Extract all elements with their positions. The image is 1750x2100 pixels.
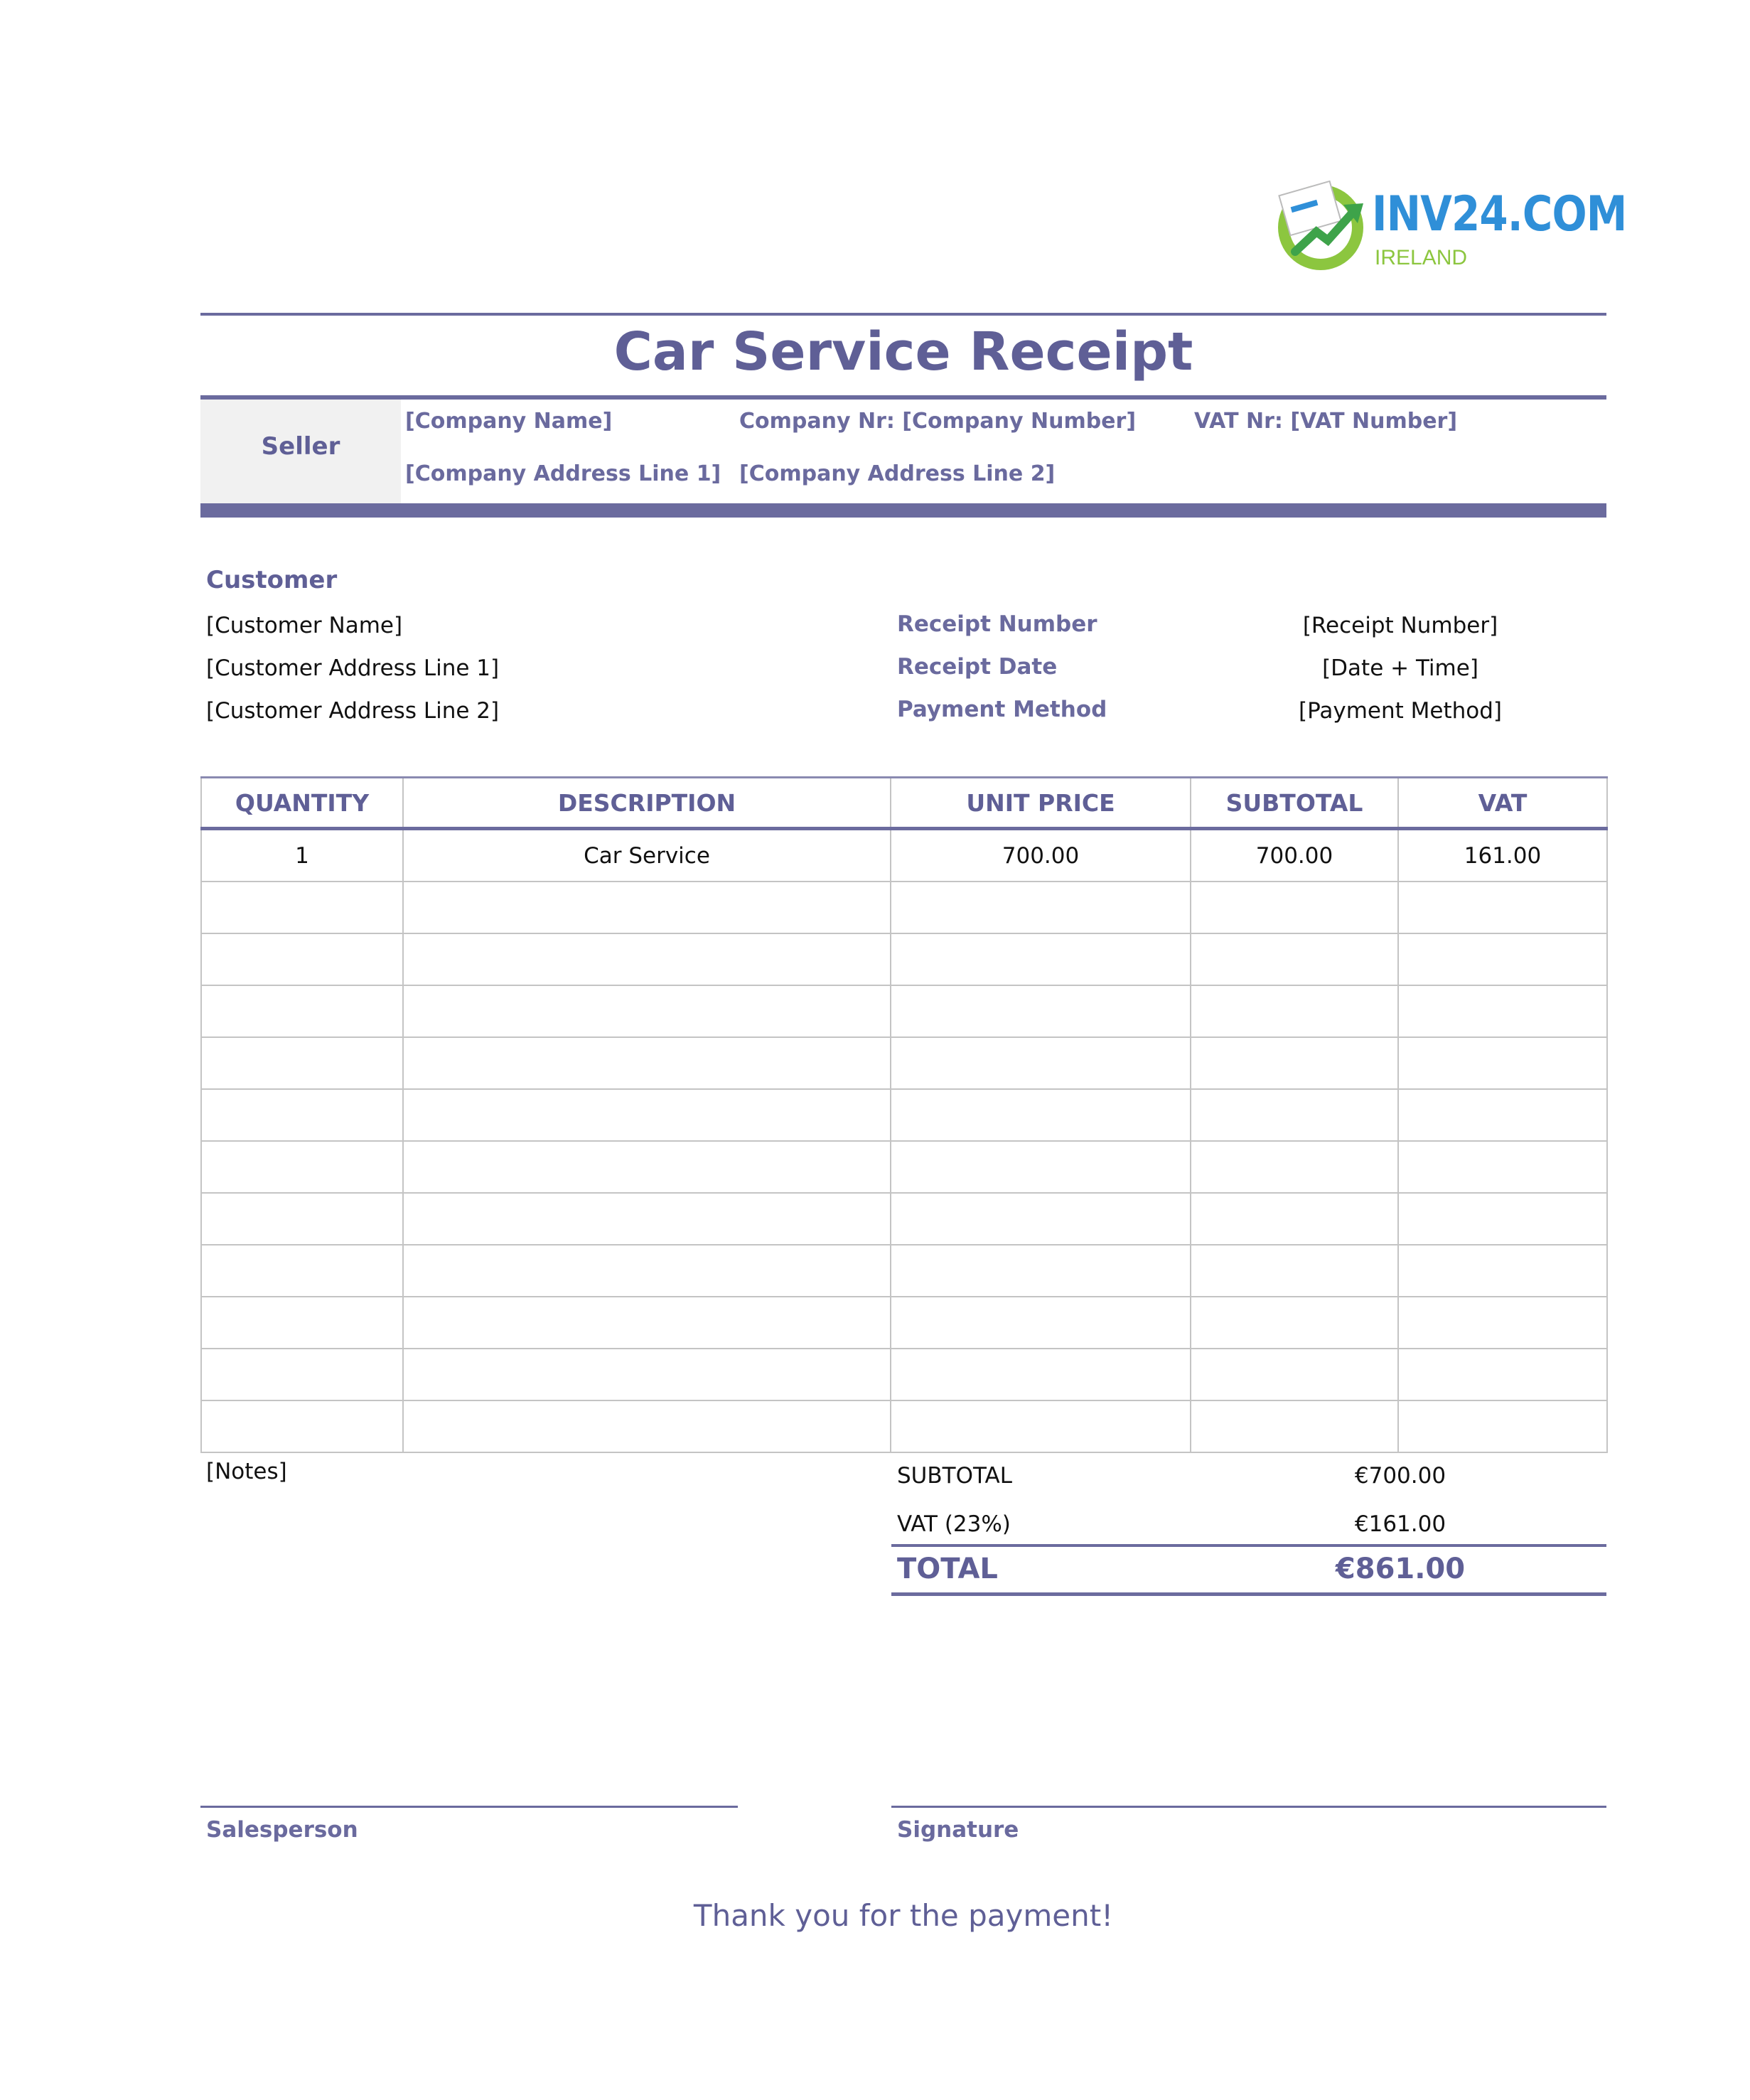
cell-unit-price — [891, 1193, 1191, 1245]
table-row — [201, 829, 1607, 882]
cell-subtotal: 700.00 — [1191, 829, 1398, 882]
cell-quantity — [201, 985, 403, 1037]
seller-label: Seller — [261, 432, 340, 461]
customer-address-2: [Customer Address Line 2] — [206, 698, 500, 724]
salesperson-line — [200, 1806, 738, 1808]
receipt-number-label: Receipt Number — [897, 611, 1097, 637]
top-rule — [200, 313, 1606, 316]
cell-subtotal — [1191, 1297, 1398, 1349]
cell-quantity — [201, 1349, 403, 1400]
cell-subtotal — [1191, 1037, 1398, 1089]
seller-company-name: [Company Name] — [405, 409, 613, 434]
total-rule-bottom — [891, 1592, 1606, 1596]
table-row — [201, 933, 1607, 985]
cell-vat — [1398, 1297, 1607, 1349]
total-label: TOTAL — [897, 1553, 998, 1585]
cell-unit-price — [891, 882, 1191, 933]
cell-subtotal — [1191, 1349, 1398, 1400]
cell-quantity — [201, 1193, 403, 1245]
cell-quantity — [201, 882, 403, 933]
cell-description — [403, 882, 891, 933]
cell-description — [403, 1193, 891, 1245]
cell-quantity: 1 — [201, 829, 403, 882]
cell-description — [403, 1349, 891, 1400]
cell-quantity — [201, 1089, 403, 1141]
table-row — [201, 1193, 1607, 1245]
seller-address-2: [Company Address Line 2] — [739, 461, 1056, 486]
cell-description — [403, 985, 891, 1037]
salesperson-label: Salesperson — [206, 1817, 358, 1843]
table-row — [201, 882, 1607, 933]
cell-unit-price — [891, 1141, 1191, 1193]
cell-quantity — [201, 1297, 403, 1349]
total-rule-top — [891, 1544, 1606, 1547]
payment-method-label: Payment Method — [897, 697, 1107, 722]
cell-vat — [1398, 882, 1607, 933]
cell-unit-price — [891, 1245, 1191, 1297]
cell-subtotal — [1191, 1400, 1398, 1452]
payment-method-value: [Payment Method] — [1298, 698, 1503, 724]
cell-unit-price — [891, 1297, 1191, 1349]
seller-company-number: Company Nr: [Company Number] — [739, 409, 1137, 434]
table-row — [201, 1297, 1607, 1349]
header-unit-price: UNIT PRICE — [891, 778, 1191, 829]
cell-vat — [1398, 985, 1607, 1037]
cell-description — [403, 1037, 891, 1089]
subtotal-value: €700.00 — [1354, 1463, 1446, 1489]
receipt-date-value: [Date + Time] — [1322, 655, 1478, 681]
cell-unit-price — [891, 985, 1191, 1037]
header-subtotal: SUBTOTAL — [1191, 778, 1398, 829]
notes: [Notes] — [206, 1459, 287, 1484]
cell-vat — [1398, 1400, 1607, 1452]
cell-unit-price — [891, 1349, 1191, 1400]
cell-subtotal — [1191, 882, 1398, 933]
table-body — [201, 829, 1607, 1453]
cell-subtotal — [1191, 1245, 1398, 1297]
cell-quantity — [201, 1245, 403, 1297]
cell-vat — [1398, 933, 1607, 985]
cell-vat — [1398, 1037, 1607, 1089]
cell-description — [403, 1400, 891, 1452]
cell-description — [403, 1245, 891, 1297]
table-row — [201, 1037, 1607, 1089]
cell-unit-price — [891, 1037, 1191, 1089]
logo-name: INV24.COM — [1372, 186, 1627, 242]
cell-description: Car Service — [403, 829, 891, 882]
table-row — [201, 1400, 1607, 1452]
table-row — [201, 1089, 1607, 1141]
seller-band-rule — [200, 503, 1606, 518]
cell-unit-price — [891, 1400, 1191, 1452]
total-value: €861.00 — [1335, 1553, 1466, 1585]
cell-subtotal — [1191, 933, 1398, 985]
cell-unit-price: 700.00 — [891, 829, 1191, 882]
cell-description — [403, 1141, 891, 1193]
cell-unit-price — [891, 1089, 1191, 1141]
cell-subtotal — [1191, 1089, 1398, 1141]
title-rule — [200, 395, 1606, 400]
cell-vat — [1398, 1349, 1607, 1400]
vat-value: €161.00 — [1354, 1511, 1446, 1537]
signature-label: Signature — [897, 1817, 1019, 1843]
table-row — [201, 1245, 1607, 1297]
seller-vat-number: VAT Nr: [VAT Number] — [1194, 409, 1458, 434]
receipt-number-value: [Receipt Number] — [1302, 613, 1498, 638]
cell-quantity — [201, 1037, 403, 1089]
cell-description — [403, 1089, 891, 1141]
receipt-date-label: Receipt Date — [897, 654, 1058, 680]
line-items-table — [200, 776, 1608, 1453]
header-description: DESCRIPTION — [403, 778, 891, 829]
page-title: Car Service Receipt — [613, 321, 1193, 382]
vat-label: VAT (23%) — [897, 1511, 1011, 1537]
cell-subtotal — [1191, 1193, 1398, 1245]
customer-address-1: [Customer Address Line 1] — [206, 655, 500, 681]
cell-description — [403, 933, 891, 985]
table-row — [201, 1349, 1607, 1400]
logo-subtitle: IRELAND — [1375, 246, 1468, 269]
cell-unit-price — [891, 933, 1191, 985]
cell-vat: 161.00 — [1398, 829, 1607, 882]
cell-subtotal — [1191, 985, 1398, 1037]
customer-name: [Customer Name] — [206, 613, 403, 638]
cell-vat — [1398, 1193, 1607, 1245]
cell-subtotal — [1191, 1141, 1398, 1193]
cell-vat — [1398, 1245, 1607, 1297]
seller-address-1: [Company Address Line 1] — [405, 461, 721, 486]
header-vat: VAT — [1398, 778, 1607, 829]
cell-description — [403, 1297, 891, 1349]
cell-vat — [1398, 1141, 1607, 1193]
table-row — [201, 985, 1607, 1037]
customer-heading: Customer — [206, 566, 338, 594]
cell-quantity — [201, 933, 403, 985]
cell-vat — [1398, 1089, 1607, 1141]
thank-you-message: Thank you for the payment! — [693, 1898, 1114, 1933]
cell-quantity — [201, 1400, 403, 1452]
table-header-row — [201, 778, 1607, 829]
subtotal-label: SUBTOTAL — [897, 1463, 1012, 1489]
table-row — [201, 1141, 1607, 1193]
cell-quantity — [201, 1141, 403, 1193]
signature-line — [891, 1806, 1606, 1808]
header-quantity: QUANTITY — [201, 778, 403, 829]
